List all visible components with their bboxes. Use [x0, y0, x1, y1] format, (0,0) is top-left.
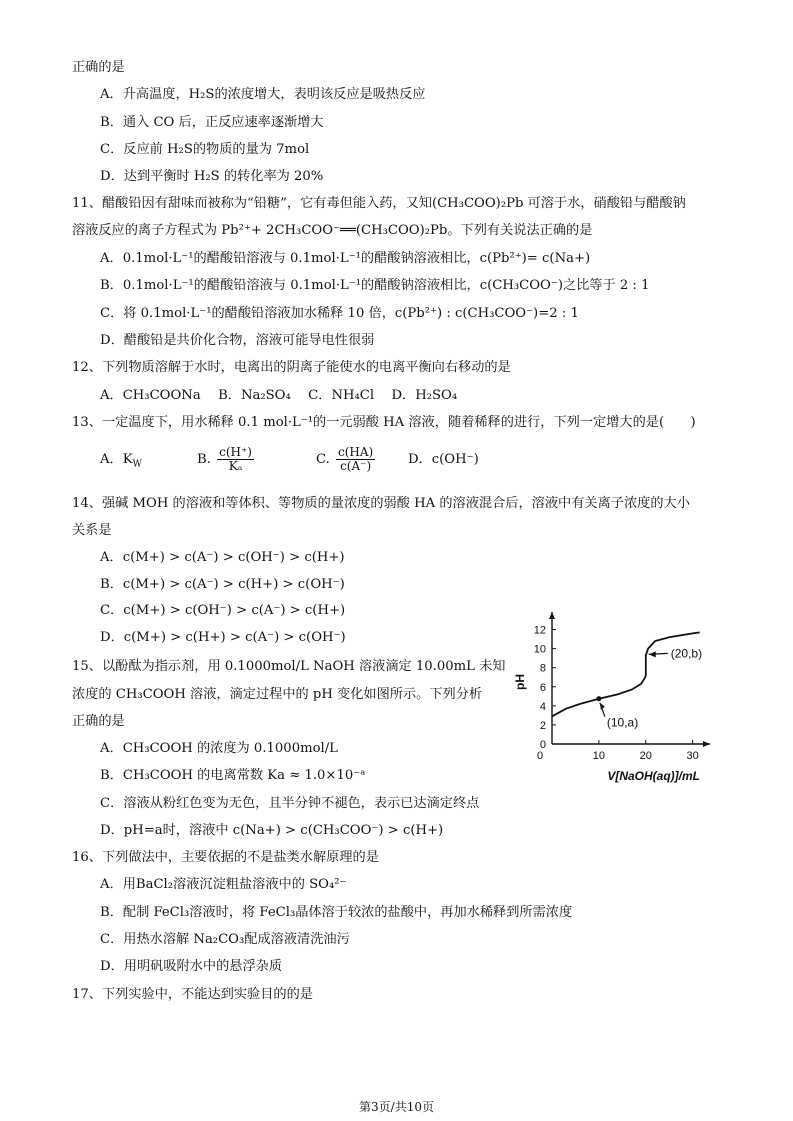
option-b: B．0.1mol·L⁻¹的醋酸铅溶液与 0.1mol·L⁻¹的醋酸钠溶液相比，c(CH₃COO⁻)之比等于 2 : 1 [100, 278, 650, 293]
fraction-denominator: c(A⁻) [340, 459, 372, 473]
titration-curve [552, 632, 703, 716]
y-axis-label: pH [513, 674, 527, 690]
question-11-line1: 11、醋酸铅因有甜味而被称为“铅糖”，它有毒但能入药，又知(CH₃COO)₂Pb 可溶于水，硝酸铅与醋酸钠 [72, 196, 686, 211]
question-17: 17、下列实验中，不能达到实验目的的是 [72, 987, 313, 1002]
x-tick-label: 0 [536, 750, 544, 762]
x-tick-label: 20 [639, 750, 652, 762]
option-b: B．配制 FeCl₃溶液时，将 FeCl₃晶体溶于较浓的盐酸中，再加水稀释到所需浓度 [100, 905, 573, 920]
option-a: A．用BaCl₂溶液沉淀粗盐溶液中的 SO₄²⁻ [100, 877, 347, 892]
point-label: (20,b) [670, 646, 703, 661]
question-15-line3: 正确的是 [72, 714, 125, 729]
option-b-label: B. [197, 452, 211, 467]
option-a: A．0.1mol·L⁻¹的醋酸铅溶液与 0.1mol·L⁻¹的醋酸钠溶液相比，c(Pb²⁺)= c(Na+) [100, 251, 591, 266]
option-a: A．c(M+) > c(A⁻) > c(OH⁻) > c(H+) [100, 550, 345, 565]
x-tick-label: 30 [686, 750, 699, 762]
annotation-arrowhead [649, 651, 656, 657]
x-axis-label: V[NaOH(aq)]/mL [607, 769, 700, 783]
option-c: C．溶液从粉红色变为无色，且半分钟不褪色，表示已达滴定终点 [100, 796, 480, 811]
option-c: C．反应前 H₂S的物质的量为 7mol [100, 142, 310, 157]
option-b: B．CH₃COOH 的电离常数 Ka ≈ 1.0×10⁻ᵃ [100, 768, 366, 783]
fraction-numerator: c(HA) [338, 445, 374, 459]
point-label: (10,a) [606, 715, 639, 730]
point-marker [596, 696, 601, 701]
y-tick-label: 10 [533, 643, 546, 656]
option-c: C．c(M+) > c(OH⁻) > c(A⁻) > c(H+) [100, 603, 346, 618]
fraction-numerator: c(H⁺) [219, 445, 252, 459]
y-tick-label: 12 [533, 624, 546, 637]
fraction [336, 446, 375, 473]
question-13: 13、一定温度下，用水稀释 0.1 mol·L⁻¹的一元弱酸 HA 溶液，随着稀释的进行，下列一定增大的是( ) [72, 415, 696, 430]
option-c [316, 441, 377, 479]
x-tick-label: 10 [592, 750, 605, 762]
y-tick-label: 2 [539, 719, 546, 732]
page-footer: 第3页/共10页 [359, 1100, 434, 1114]
option-b: B．c(M+) > c(A⁻) > c(H+) > c(OH⁻) [100, 577, 345, 592]
option-b [197, 441, 256, 479]
option-d: D．pH=a时，溶液中 c(Na+) > c(CH₃COO⁻) > c(H+) [100, 823, 444, 838]
question-15-line1: 15、以酚酞为指示剂，用 0.1000mol/L NaOH 溶液滴定 10.00mL 未知 [72, 659, 506, 674]
option-c: C．用热水溶解 Na₂CO₃配成溶液清洗油污 [100, 932, 350, 947]
y-tick-label: 8 [539, 662, 546, 675]
question-11-line2: 溶液反应的离子方程式为 Pb²⁺+ 2CH₃COO⁻══(CH₃COO)₂Pb。下列有关说法正确的是 [72, 223, 593, 238]
option-d: D．用明矾吸附水中的悬浮杂质 [100, 959, 283, 974]
option-a-text: A．K [100, 452, 133, 467]
question-15-line2: 浓度的 CH₃COOH 溶液，滴定过程中的 pH 变化如图所示。下列分析 [72, 687, 483, 702]
option-a-subscript: W [132, 459, 142, 470]
option-d: D．醋酸铅是共价化合物，溶液可能导电性很弱 [100, 333, 375, 348]
fraction-denominator: Kₐ [228, 459, 243, 473]
question-12: 12、下列物质溶解于水时，电离出的阴离子能使水的电离平衡向右移动的是 [72, 360, 511, 375]
option-c: C．将 0.1mol·L⁻¹的醋酸铅溶液加水稀释 10 倍，c(Pb²⁺) : c(CH₃COO⁻)=2 : 1 [100, 306, 579, 321]
question-text: 正确的是 [72, 60, 125, 75]
y-axis-arrow [549, 612, 555, 619]
y-tick-label: 0 [539, 739, 546, 751]
option-a [100, 451, 142, 474]
fraction [217, 446, 254, 473]
option-d: D．达到平衡时 H₂S 的转化率为 20% [100, 169, 324, 184]
option-d: D．c(M+) > c(H+) > c(A⁻) > c(OH⁻) [100, 630, 346, 645]
y-tick-label: 4 [539, 700, 546, 713]
option-d: D．c(OH⁻) [408, 452, 479, 467]
question-16: 16、下列做法中，主要依据的不是盐类水解原理的是 [72, 850, 379, 865]
question-12-options: A．CH₃COONa B．Na₂SO₄ C．NH₄Cl D．H₂SO₄ [100, 388, 458, 403]
option-a: A．CH₃COOH 的浓度为 0.1000mol/L [100, 741, 338, 756]
y-tick-label: 6 [539, 681, 546, 694]
titration-chart [500, 612, 720, 790]
option-c-label: C. [316, 452, 330, 467]
question-14-line2: 关系是 [72, 523, 112, 538]
option-a: A．升高温度，H₂S的浓度增大，表明该反应是吸热反应 [100, 87, 426, 102]
x-axis-arrow [703, 741, 710, 747]
option-b: B．通入 CO 后，正反应速率逐渐增大 [100, 115, 324, 130]
question-14-line1: 14、强碱 MOH 的溶液和等体积、等物质的量浓度的弱酸 HA 的溶液混合后，溶液中有关离子浓度的大小 [72, 496, 690, 511]
